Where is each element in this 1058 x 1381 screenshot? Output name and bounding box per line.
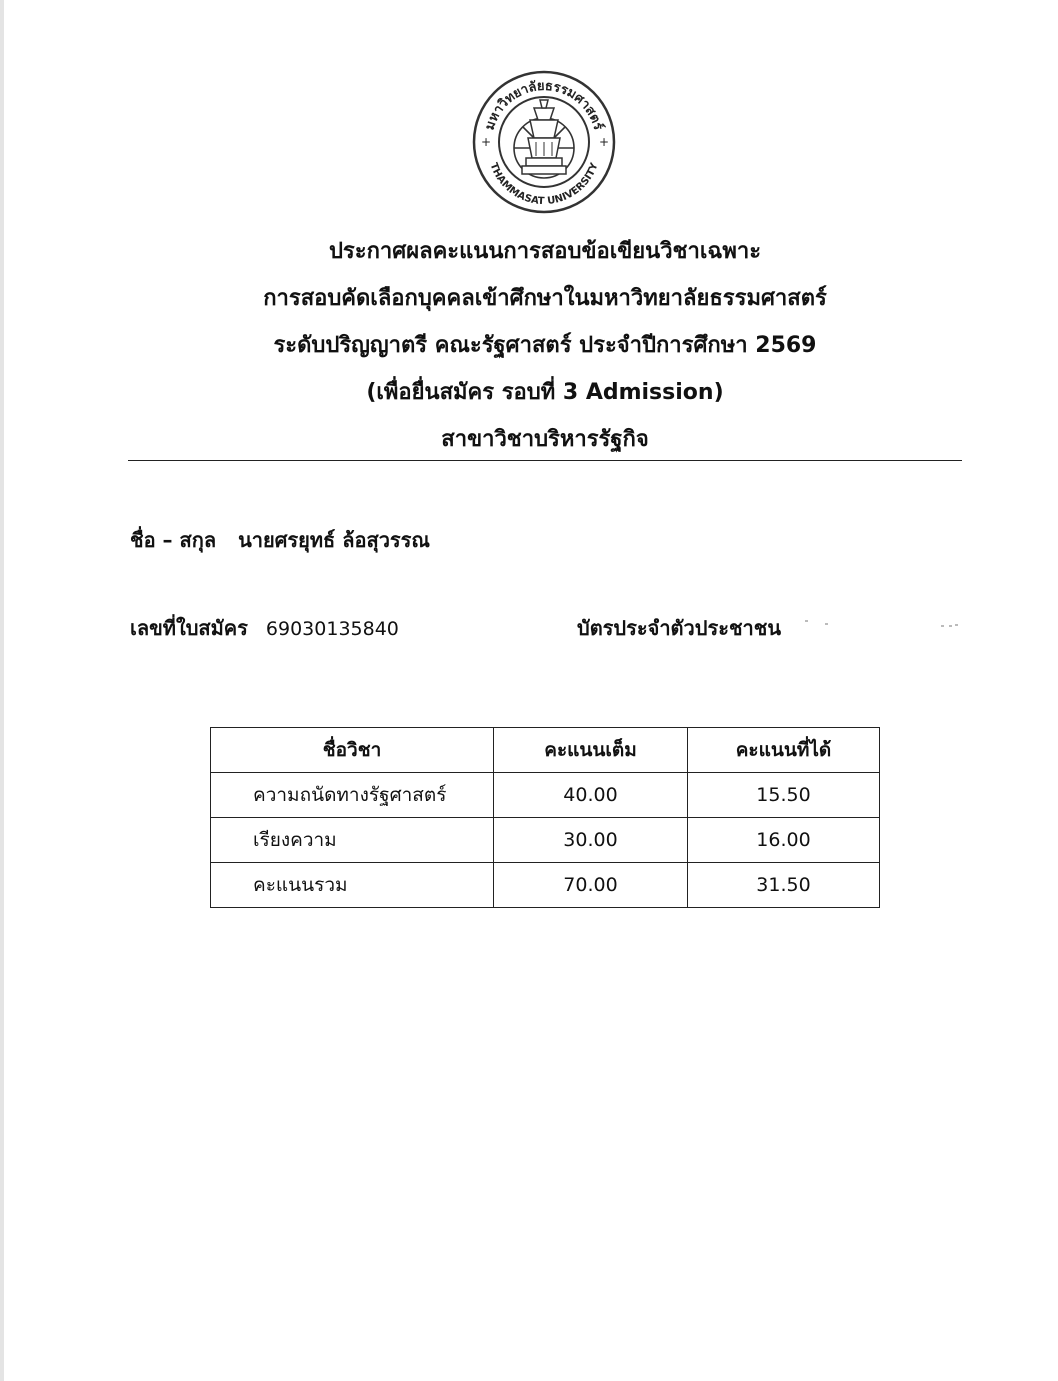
name-label: ชื่อ – สกุล xyxy=(130,528,217,552)
header-full-score: คะแนนเต็ม xyxy=(494,728,688,773)
university-seal-logo xyxy=(470,68,618,216)
header-obtained-score: คะแนนที่ได้ xyxy=(688,728,880,773)
app-no-label: เลขที่ใบสมัคร xyxy=(130,616,248,640)
svg-text:+: + xyxy=(481,135,492,149)
announcement-heading xyxy=(0,228,1058,463)
divider-line xyxy=(128,460,962,461)
name-value: นายศรยุทธ์ ล้อสุวรรณ xyxy=(238,528,430,552)
obtained-score-cell: 31.50 xyxy=(688,863,880,908)
app-no-value: 69030135840 xyxy=(265,618,399,640)
heading-line-2: การสอบคัดเลือกบุคคลเข้าศึกษาในมหาวิทยาลัยธรรมศาสตร์ xyxy=(263,286,827,311)
subject-cell: เรียงความ xyxy=(211,818,494,863)
id-card-row xyxy=(577,612,781,644)
heading-line-3: ระดับปริญญาตรี คณะรัฐศาสตร์ ประจำปีการศึกษา 2569 xyxy=(273,333,817,358)
heading-line-4: (เพื่อยื่นสมัคร รอบที่ 3 Admission) xyxy=(366,380,724,405)
table-row xyxy=(211,773,880,818)
table-row xyxy=(211,818,880,863)
svg-text:+: + xyxy=(599,135,610,149)
id-card-label: บัตรประจำตัวประชาชน xyxy=(577,616,782,640)
obtained-score-cell: 15.50 xyxy=(688,773,880,818)
header-subject: ชื่อวิชา xyxy=(211,728,494,773)
subject-cell: คะแนนรวม xyxy=(211,863,494,908)
score-table xyxy=(210,727,880,908)
applicant-name-row xyxy=(130,524,430,556)
obtained-score-cell: 16.00 xyxy=(688,818,880,863)
full-score-cell: 70.00 xyxy=(494,863,688,908)
application-number-row xyxy=(130,612,399,644)
seal-bottom-text: THAMMASAT UNIVERSITY xyxy=(487,161,601,208)
seal-top-text: มหาวิทยาลัยธรรมศาสตร์ xyxy=(482,78,606,132)
id-card-redacted-value xyxy=(803,620,958,634)
subject-cell: ความถนัดทางรัฐศาสตร์ xyxy=(211,773,494,818)
full-score-cell: 40.00 xyxy=(494,773,688,818)
page-left-edge xyxy=(0,0,4,1381)
heading-line-1: ประกาศผลคะแนนการสอบข้อเขียนวิชาเฉพาะ xyxy=(328,239,762,264)
table-row-total xyxy=(211,863,880,908)
full-score-cell: 30.00 xyxy=(494,818,688,863)
heading-line-5: สาขาวิชาบริหารรัฐกิจ xyxy=(441,427,649,452)
table-header-row xyxy=(211,728,880,773)
